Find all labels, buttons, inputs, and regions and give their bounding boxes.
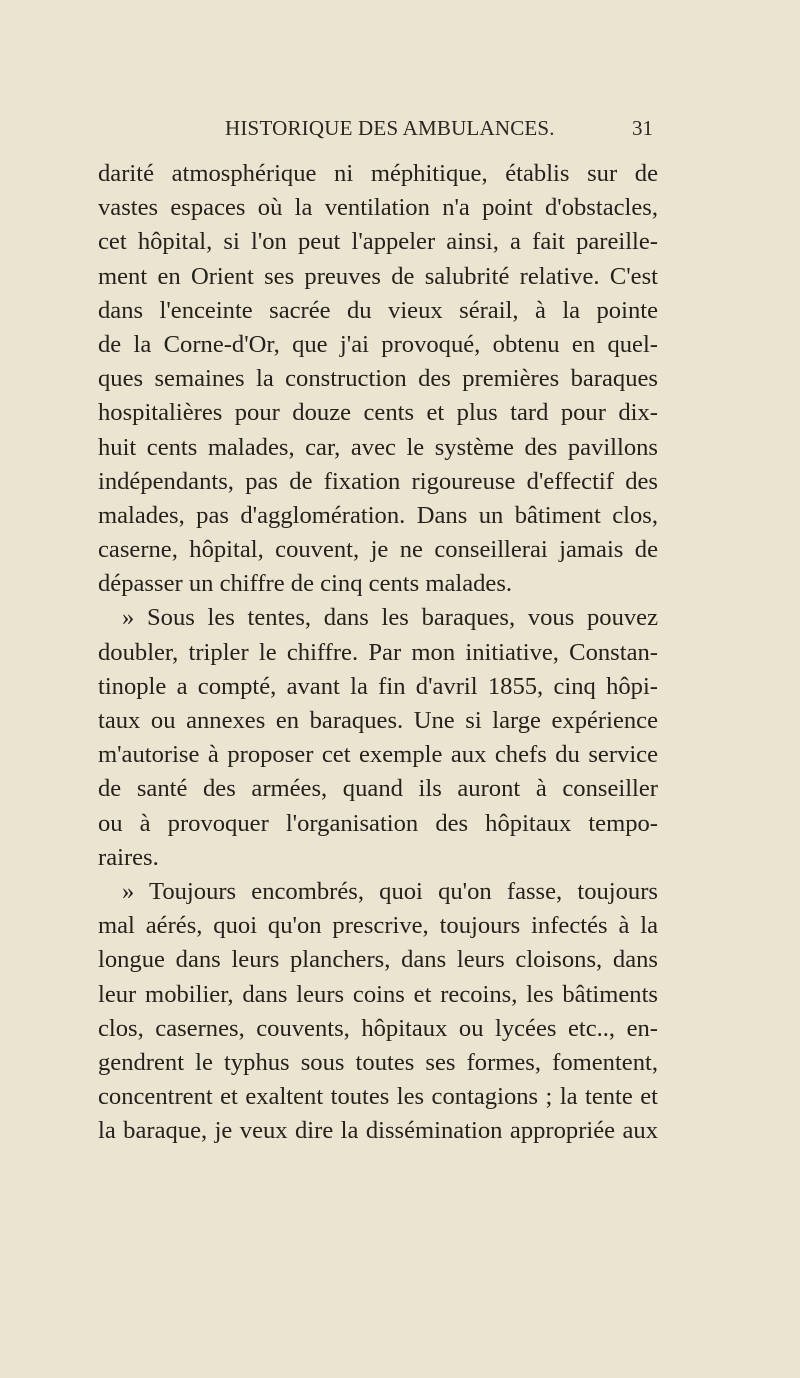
text-line: indépendants, pas de fixation rigoureuse d'effectif des (98, 467, 658, 495)
text-line: » Toujours encombrés, quoi qu'on fasse, toujours (122, 877, 658, 905)
text-line: cet hôpital, si l'on peut l'appeler ainsi, a fait pareille- (98, 228, 658, 256)
text-line: ou à provoquer l'organisation des hôpitaux tempo- (98, 809, 658, 837)
text-line: la baraque, je veux dire la dissémination appropriée aux (98, 1117, 658, 1145)
page-number: 31 (632, 116, 653, 140)
text-line: dans l'enceinte sacrée du vieux sérail, à la pointe (98, 296, 658, 324)
text-line: longue dans leurs planchers, dans leurs cloisons, dans (98, 946, 658, 974)
text-line: darité atmosphérique ni méphitique, établis sur de (98, 160, 658, 187)
text-line: vastes espaces où la ventilation n'a point d'obstacles, (98, 194, 658, 222)
text-line: ques semaines la construction des premières baraques (98, 365, 658, 393)
text-line: doubler, tripler le chiffre. Par mon initiative, Constan- (98, 638, 658, 666)
text-line: clos, casernes, couvents, hôpitaux ou lycées etc.., en- (98, 1014, 658, 1042)
text-line: mal aérés, quoi qu'on prescrive, toujours infectés à la (98, 912, 658, 940)
text-line: m'autorise à proposer cet exemple aux chefs du service (98, 741, 658, 769)
body-text (98, 157, 658, 1148)
text-line: de la Corne-d'Or, que j'ai provoqué, obtenu en quel- (98, 330, 658, 358)
text-line: leur mobilier, dans leurs coins et recoins, les bâtiments (98, 980, 658, 1008)
text-line: » Sous les tentes, dans les baraques, vous pouvez (122, 604, 658, 632)
text-line: gendrent le typhus sous toutes ses formes, fomentent, (98, 1048, 658, 1076)
text-line: caserne, hôpital, couvent, je ne conseillerai jamais de (98, 536, 658, 564)
text-line: ment en Orient ses preuves de salubrité relative. C'est (98, 262, 658, 290)
text-line: taux ou annexes en baraques. Une si large expérience (98, 707, 658, 734)
text-line: raires. (98, 843, 159, 871)
text-line: dépasser un chiffre de cinq cents malades. (98, 570, 513, 598)
text-line: malades, pas d'agglomération. Dans un bâtiment clos, (98, 501, 658, 529)
text-line: de santé des armées, quand ils auront à conseiller (98, 775, 658, 803)
page-header (0, 116, 800, 144)
text-line: tinople a compté, avant la fin d'avril 1855, cinq hôpi- (98, 672, 658, 700)
running-title: HISTORIQUE DES AMBULANCES. (225, 116, 555, 140)
text-line: concentrent et exaltent toutes les contagions ; la tente et (98, 1083, 658, 1111)
text-line: huit cents malades, car, avec le système des pavillons (98, 433, 658, 461)
text-line: hospitalières pour douze cents et plus tard pour dix- (98, 399, 658, 427)
